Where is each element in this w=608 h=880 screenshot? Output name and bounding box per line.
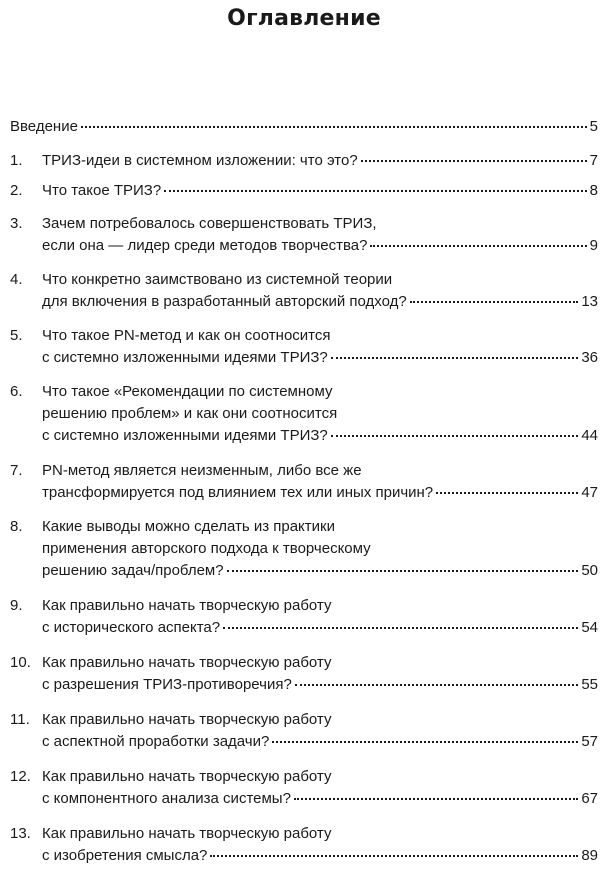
toc-entry-body [42,460,598,504]
dot-leader [410,301,579,303]
dot-leader [272,741,578,743]
toc-page-number: 13 [581,293,598,310]
toc-entry-body [42,709,598,753]
toc-entry-body [42,325,598,369]
toc-entry [10,516,598,582]
toc-page-number: 67 [581,790,598,807]
toc-entry-line: Что такое ТРИЗ? [42,182,162,199]
toc-entry-last-line [42,845,598,867]
toc-entry-number: 3. [10,215,23,232]
toc-entry-last-line [42,788,598,810]
dot-leader [210,855,578,857]
toc-entry-line: Что такое «Рекомендации по системному [42,383,333,400]
toc-entry-number: 9. [10,597,23,614]
toc-entry [10,150,598,172]
toc-entry-body [42,766,598,810]
toc-entry-line: применения авторского подхода к творческому [42,540,371,557]
toc-entry-last-line [42,731,598,753]
dot-leader [295,684,579,686]
toc-entry [10,213,598,257]
page-title: Оглавление [227,6,381,31]
toc-entry-line: Как правильно начать творческую работу [42,711,332,728]
toc-entry-line: с разрешения ТРИЗ-противоречия? [42,676,292,693]
toc-entry-body [10,116,598,138]
dot-leader [294,798,578,800]
toc-entry-line: с аспектной проработки задачи? [42,733,270,750]
toc-page-number: 47 [581,484,598,501]
toc-entry-line: для включения в разработанный авторский подход? [42,293,407,310]
toc-page-number: 7 [589,152,598,169]
toc-entry-number: 13. [10,825,31,842]
toc-entry-last-line [42,180,598,202]
toc-entry-line: PN-метод является неизменным, либо все же [42,462,362,479]
toc-entry [10,823,598,867]
toc-page-number: 44 [581,427,598,444]
toc-entry-last-line [42,150,598,172]
toc-entry-line: с компонентного анализа системы? [42,790,291,807]
toc-page-number: 57 [581,733,598,750]
toc-page-number: 5 [589,118,598,135]
toc-entry-body [42,213,598,257]
toc-entry-number: 7. [10,462,23,479]
dot-leader [370,245,586,247]
toc-entry-line: с системно изложенными идеями ТРИЗ? [42,349,328,366]
toc-entry-line: Как правильно начать творческую работу [42,825,332,842]
toc-entry [10,325,598,369]
toc-entry [10,709,598,753]
dot-leader [164,190,586,192]
toc-entry-line: Как правильно начать творческую работу [42,768,332,785]
toc-entry-line: с системно изложенными идеями ТРИЗ? [42,427,328,444]
toc-entry-line: Что конкретно заимствовано из системной теории [42,271,393,288]
toc-entry-number: 10. [10,654,31,671]
toc-entry [10,269,598,313]
toc-entry [10,381,598,447]
toc-entry-last-line [42,617,598,639]
dot-leader [361,160,587,162]
toc-entry-line: Какие выводы можно сделать из практики [42,518,335,535]
toc-entry-line: с исторического аспекта? [42,619,221,636]
toc-entry-line: Введение [10,118,78,135]
toc-entry-number: 6. [10,383,23,400]
toc-entry-last-line [42,291,598,313]
toc-entry-body [42,652,598,696]
toc-entry-number: 12. [10,768,31,785]
toc-entry-body [42,150,598,172]
toc-entry-last-line [42,560,598,582]
toc-page-number: 54 [581,619,598,636]
toc-entry-line: решению задач/проблем? [42,562,224,579]
dot-leader [81,126,587,128]
toc-page-number: 9 [589,237,598,254]
toc-entry-line: Что такое PN-метод и как он соотносится [42,327,331,344]
toc-entry-last-line [10,116,598,138]
toc-entry-number: 5. [10,327,23,344]
toc-page-number: 36 [581,349,598,366]
toc-entry-line: трансформируется под влиянием тех или иных причин? [42,484,434,501]
toc-page-number: 89 [581,847,598,864]
toc-entry-line: Как правильно начать творческую работу [42,597,332,614]
toc-page-number: 8 [589,182,598,199]
toc-entry-body [42,269,598,313]
toc-entry-body [42,516,598,582]
toc-entry-number: 4. [10,271,23,288]
toc-entry-number: 11. [10,711,30,728]
toc-entry-last-line [42,482,598,504]
toc-page-number: 50 [581,562,598,579]
dot-leader [331,435,579,437]
toc-entry-line: ТРИЗ-идеи в системном изложении: что это? [42,152,358,169]
toc-entry-number: 8. [10,518,23,535]
toc-entry-line: Как правильно начать творческую работу [42,654,332,671]
toc-entry-number: 1. [10,152,23,169]
toc-entry-body [42,595,598,639]
toc-entry [10,116,598,138]
toc-entry [10,766,598,810]
toc-entry [10,460,598,504]
toc-entry [10,595,598,639]
toc-entry-body [42,180,598,202]
toc-entry-last-line [42,674,598,696]
dot-leader [223,627,578,629]
toc-entry-last-line [42,425,598,447]
toc-entry-line: Зачем потребовалось совершенствовать ТРИЗ, [42,215,377,232]
toc-entry-body [42,823,598,867]
dot-leader [331,357,579,359]
dot-leader [436,492,578,494]
toc-page-number: 55 [581,676,598,693]
toc-entry-last-line [42,347,598,369]
toc-entry-last-line [42,235,598,257]
toc-entry-line: решению проблем» и как они соотносится [42,405,338,422]
toc-entry [10,652,598,696]
dot-leader [227,570,579,572]
toc-entry [10,180,598,202]
toc-entry-body [42,381,598,447]
toc-entry-line: если она — лидер среди методов творчества? [42,237,368,254]
toc-entry-line: с изобретения смысла? [42,847,208,864]
toc-entry-number: 2. [10,182,23,199]
